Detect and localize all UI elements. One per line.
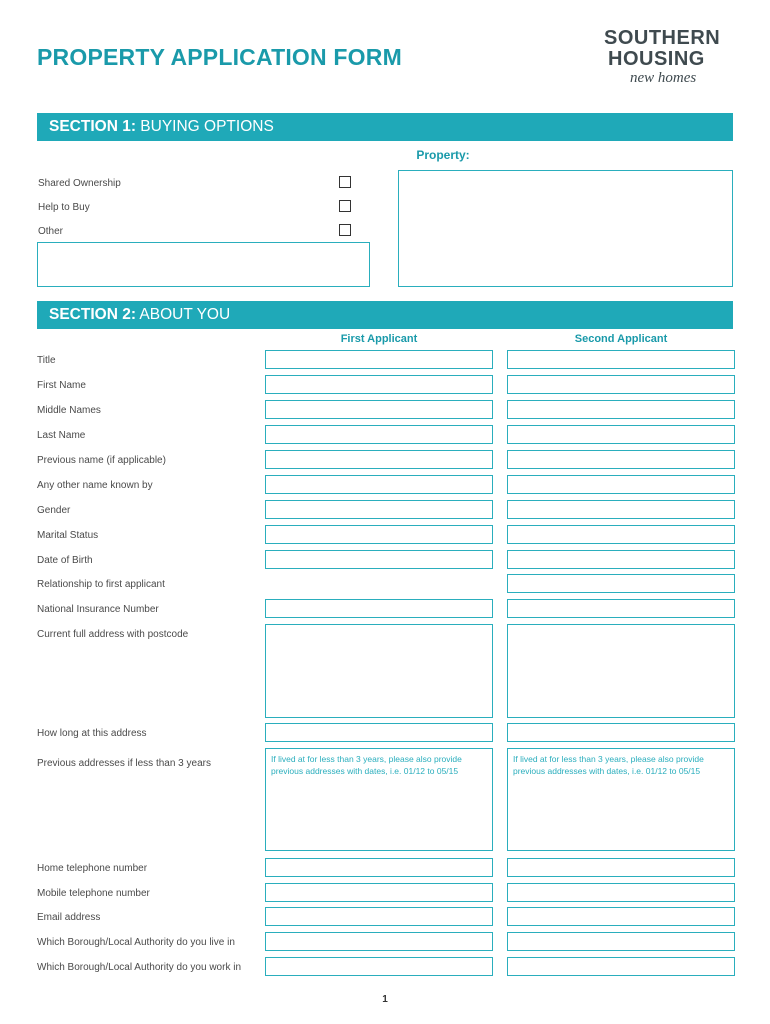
logo-line-3: new homes: [630, 70, 697, 86]
previous-name-label: Previous name (if applicable): [37, 455, 166, 466]
property-label: Property:: [416, 148, 470, 162]
first-applicant-email-field[interactable]: [265, 907, 493, 926]
option-label-shared-ownership: Shared Ownership: [38, 178, 121, 189]
second-applicant-how-long-field[interactable]: [507, 723, 735, 742]
second-applicant-marital-status-field[interactable]: [507, 525, 735, 544]
second-applicant-first-name-field[interactable]: [507, 375, 735, 394]
second-applicant-ni-number-field[interactable]: [507, 599, 735, 618]
section-1-title: BUYING OPTIONS: [135, 118, 274, 135]
marital-status-label: Marital Status: [37, 530, 99, 541]
other-name-label: Any other name known by: [37, 480, 153, 491]
first-applicant-previous-addresses-hint: If lived at for less than 3 years, please also provide previous addresses with dates, i.e. 01/12 to 05/15: [271, 754, 462, 776]
second-applicant-previous-addresses-hint: If lived at for less than 3 years, please also provide previous addresses with dates, i.e. 01/12 to 05/15: [513, 754, 704, 776]
first-applicant-other-name-field[interactable]: [265, 475, 493, 494]
first-name-label: First Name: [37, 380, 86, 391]
first-applicant-first-name-field[interactable]: [265, 375, 493, 394]
section-1-number: SECTION 1:: [49, 118, 136, 135]
form-title: PROPERTY APPLICATION FORM: [37, 44, 402, 70]
second-applicant-title-field[interactable]: [507, 350, 735, 369]
other-checkbox[interactable]: [339, 224, 351, 236]
second-applicant-other-name-field[interactable]: [507, 475, 735, 494]
southern-housing-logo: [604, 28, 734, 86]
first-applicant-marital-status-field[interactable]: [265, 525, 493, 544]
shared-ownership-checkbox[interactable]: [339, 176, 351, 188]
first-applicant-gender-field[interactable]: [265, 500, 493, 519]
second-applicant-borough-work-field[interactable]: [507, 957, 735, 976]
borough-live-label: Which Borough/Local Authority do you live in: [37, 937, 235, 948]
second-applicant-dob-field[interactable]: [507, 550, 735, 569]
first-applicant-last-name-field[interactable]: [265, 425, 493, 444]
first-applicant-borough-work-field[interactable]: [265, 957, 493, 976]
email-label: Email address: [37, 912, 101, 923]
second-applicant-middle-names-field[interactable]: [507, 400, 735, 419]
second-applicant-previous-addresses-field[interactable]: [507, 748, 735, 851]
second-applicant-previous-name-field[interactable]: [507, 450, 735, 469]
section-2-number: SECTION 2:: [49, 306, 136, 323]
first-applicant-borough-live-field[interactable]: [265, 932, 493, 951]
borough-work-label: Which Borough/Local Authority do you work in: [37, 962, 241, 973]
other-details-field[interactable]: [37, 242, 370, 287]
second-applicant-last-name-field[interactable]: [507, 425, 735, 444]
second-applicant-relationship-field[interactable]: [507, 574, 735, 593]
middle-names-label: Middle Names: [37, 405, 101, 416]
property-field[interactable]: [398, 170, 733, 287]
section-1-header: [37, 113, 733, 141]
how-long-label: How long at this address: [37, 728, 147, 739]
title-label: Title: [37, 355, 56, 366]
first-applicant-mobile-phone-field[interactable]: [265, 883, 493, 902]
first-applicant-previous-name-field[interactable]: [265, 450, 493, 469]
first-applicant-ni-number-field[interactable]: [265, 599, 493, 618]
second-applicant-current-address-field[interactable]: [507, 624, 735, 718]
option-label-help-to-buy: Help to Buy: [38, 202, 90, 213]
second-applicant-gender-field[interactable]: [507, 500, 735, 519]
section-2-header: [37, 301, 733, 329]
first-applicant-dob-field[interactable]: [265, 550, 493, 569]
mobile-phone-label: Mobile telephone number: [37, 888, 150, 899]
gender-label: Gender: [37, 505, 71, 516]
second-applicant-mobile-phone-field[interactable]: [507, 883, 735, 902]
first-applicant-previous-addresses-field[interactable]: [265, 748, 493, 851]
first-applicant-home-phone-field[interactable]: [265, 858, 493, 877]
first-applicant-current-address-field[interactable]: [265, 624, 493, 718]
second-applicant-email-field[interactable]: [507, 907, 735, 926]
ni-number-label: National Insurance Number: [37, 604, 159, 615]
previous-addresses-label: Previous addresses if less than 3 years: [37, 758, 211, 769]
first-applicant-middle-names-field[interactable]: [265, 400, 493, 419]
logo-line-2: HOUSING: [608, 48, 705, 70]
page-number: 1: [382, 994, 388, 1005]
second-applicant-borough-live-field[interactable]: [507, 932, 735, 951]
home-phone-label: Home telephone number: [37, 863, 148, 874]
help-to-buy-checkbox[interactable]: [339, 200, 351, 212]
section-2-title: ABOUT YOU: [135, 306, 231, 323]
option-label-other: Other: [38, 226, 64, 237]
dob-label: Date of Birth: [37, 555, 93, 566]
first-applicant-how-long-field[interactable]: [265, 723, 493, 742]
current-address-label: Current full address with postcode: [37, 629, 189, 640]
last-name-label: Last Name: [37, 430, 86, 441]
second-applicant-home-phone-field[interactable]: [507, 858, 735, 877]
first-applicant-title-field[interactable]: [265, 350, 493, 369]
second-applicant-heading: Second Applicant: [574, 333, 668, 345]
relationship-label: Relationship to first applicant: [37, 579, 165, 590]
first-applicant-heading: First Applicant: [340, 333, 418, 345]
logo-line-1: SOUTHERN: [604, 27, 721, 49]
